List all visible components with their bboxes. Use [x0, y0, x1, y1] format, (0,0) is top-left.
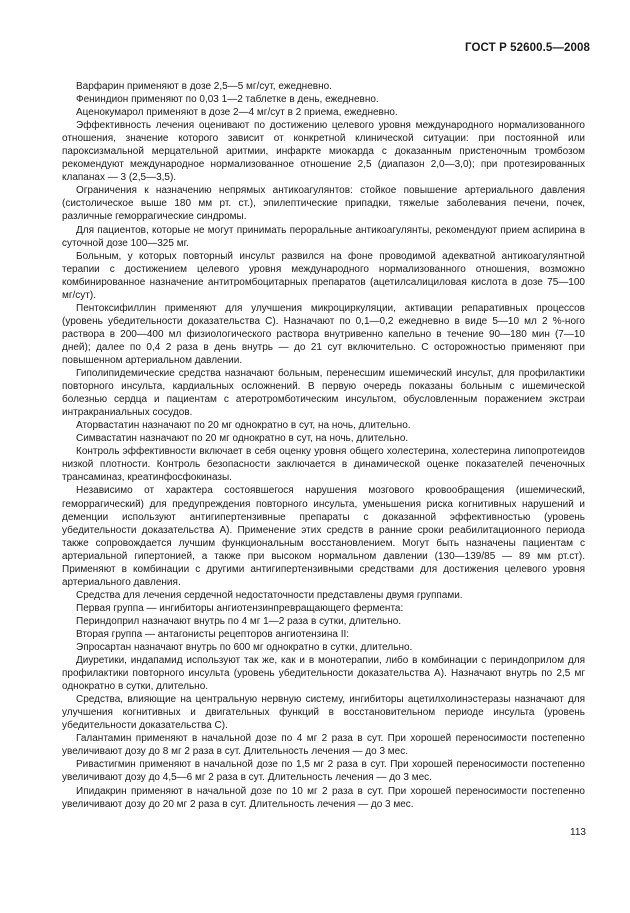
paragraph: Фениндион применяют по 0,03 1—2 таблетке в день, ежедневно. — [76, 94, 379, 106]
paragraph: Аценокумарол применяют в дозе 2—4 мг/сут в 2 приема, ежедневно. — [76, 107, 398, 119]
paragraph: Пентоксифиллин применяют для улучшения микроциркуляции, активации репаративных процессов (уровень убедительности доказательства С). Назначают по 0,1—0,2 ежедневно в виде 5—10 мл 2 %-ного раствора в 200—400 мл физиологического раствора внутривенно капельно в течение 90—180 мин (7—10 дней); далее по 0,4 2 раза в день внутрь — до 21 сут включительно. С осторожностью применяют при повышенном артериальном давлении. — [62, 302, 585, 366]
paragraph: Средства для лечения сердечной недостаточности представлены двумя группами. — [76, 589, 463, 601]
document-body — [62, 80, 585, 811]
paragraph: Вторая группа — антагонисты рецепторов ангиотензина II: — [76, 628, 350, 640]
paragraph: Диуретики, индапамид используют так же, как и в монотерапии, либо в комбинации с периндоприлом для профилактики повторного инсульта (уровень убедительности доказательства А). Назначают внутрь по 2,5 мг однократно в сутки, длительно. — [62, 655, 585, 693]
paragraph: Больным, у которых повторный инсульт развился на фоне проводимой адекватной антикоагулянтной терапии с достижением целевого уровня международного нормализованного отношения, возможно комбинированное назначение антитромбоцитарных препаратов (ацетилсалициловая кислота в дозе 75—100 мг/сут). — [62, 250, 585, 301]
page-number: 113 — [570, 827, 586, 838]
paragraph: Независимо от характера состоявшегося нарушения мозгового кровообращения (ишемический, геморрагический) для предупреждения повторного инсульта, уменьшения риска когнитивных нарушений и деменции используют антигипертензивные препараты с доказанной эффективностью (уровень убедительности доказательства А). Применение этих средств в ранние сроки реабилитационного периода также сопровождается лучшим функциональным восстановлением. Могут быть назначены пациентам с артериальной гипертонией, а также при высоком нормальном давлении (130—139/85 — 89 мм рт.ст). Применяют в комбинации с другими антигипертензивными средствами для достижения целевого уровня артериального давления. — [62, 485, 585, 588]
paragraph: Для пациентов, которые не могут принимать пероральные антикоагулянты, рекомендуют прием аспирина в суточной дозе 100—325 мг. — [62, 224, 585, 249]
paragraph: Эффективность лечения оценивают по достижению целевого уровня международного нормализованного отношения, значение которого зависит от конкретной клинической ситуации: при постоянной или пароксизмальной мерцательной аритмии, инфаркте миокарда с доказанным пристеночным тромбозом рекомендуют международное нормализованное отношение 2,5 (диапазон 2,0—3,0); при протезированных клапанах — 3 (2,5—3,5). — [62, 120, 585, 184]
paragraph: Ограничения к назначению непрямых антикоагулянтов: стойкое повышение артериального давления (систолическое выше 180 мм рт. ст.), эпилептические припадки, тяжелые заболевания печени, почек, различные геморрагические синдромы. — [62, 185, 585, 223]
paragraph: Варфарин применяют в дозе 2,5—5 мг/сут, ежедневно. — [76, 81, 332, 92]
paragraph: Галантамин применяют в начальной дозе по 4 мг 2 раза в сут. При хорошей переносимости постепенно увеличивают дозу до 8 мг 2 раза в сут. Длительность лечения — до 3 мес. — [62, 733, 585, 758]
paragraph: Средства, влияющие на центральную нервную систему, ингибиторы ацетилхолинэстеразы назначают для улучшения когнитивных и двигательных функций в восстановительном периоде инсульта (уровень убедительности доказательства С). — [62, 694, 585, 732]
paragraph: Симвастатин назначают по 20 мг однократно в сут, на ночь, длительно. — [76, 433, 409, 445]
paragraph: Контроль эффективности включает в себя оценку уровня общего холестерина, холестерина липопротеидов низкой плотности. Контроль безопасности заключается в динамической оценке показателей печеночных трансаминаз, креатинфосфокиназы. — [62, 446, 585, 484]
paragraph: Периндоприл назначают внутрь по 4 мг 1—2 раза в сутки, длительно. — [76, 615, 402, 627]
paragraph: Гиполипидемические средства назначают больным, перенесшим ишемический инсульт, для профилактики повторного инсульта, кардиальных осложнений. В первую очередь показаны больным с ишемической болезнью сердца и пациентам с атеротромботическим инсультом, обусловленным поражением экстраи интракраниальных сосудов. — [62, 368, 585, 419]
paragraph: Аторвастатин назначают по 20 мг однократно в сут, на ночь, длительно. — [76, 420, 411, 432]
paragraph: Первая группа — ингибиторы ангиотензинпревращающего фермента: — [76, 602, 404, 614]
paragraph: Эпросартан назначают внутрь по 600 мг однократно в сутки, длительно. — [76, 642, 413, 654]
paragraph: Ипидакрин применяют в начальной дозе по 10 мг 2 раза в сут. При хорошей переносимости постепенно увеличивают дозу до 20 мг 2 раза в сут. Длительность лечения — до 3 мес. — [62, 785, 585, 810]
paragraph: Ривастигмин применяют в начальной дозе по 1,5 мг 2 раза в сут. При хорошей переносимости постепенно увеличивают дозу до 4,5—6 мг 2 раза в сут. Длительность лечения — до 3 мес. — [62, 759, 585, 784]
standard-header: ГОСТ Р 52600.5—2008 — [465, 42, 590, 54]
